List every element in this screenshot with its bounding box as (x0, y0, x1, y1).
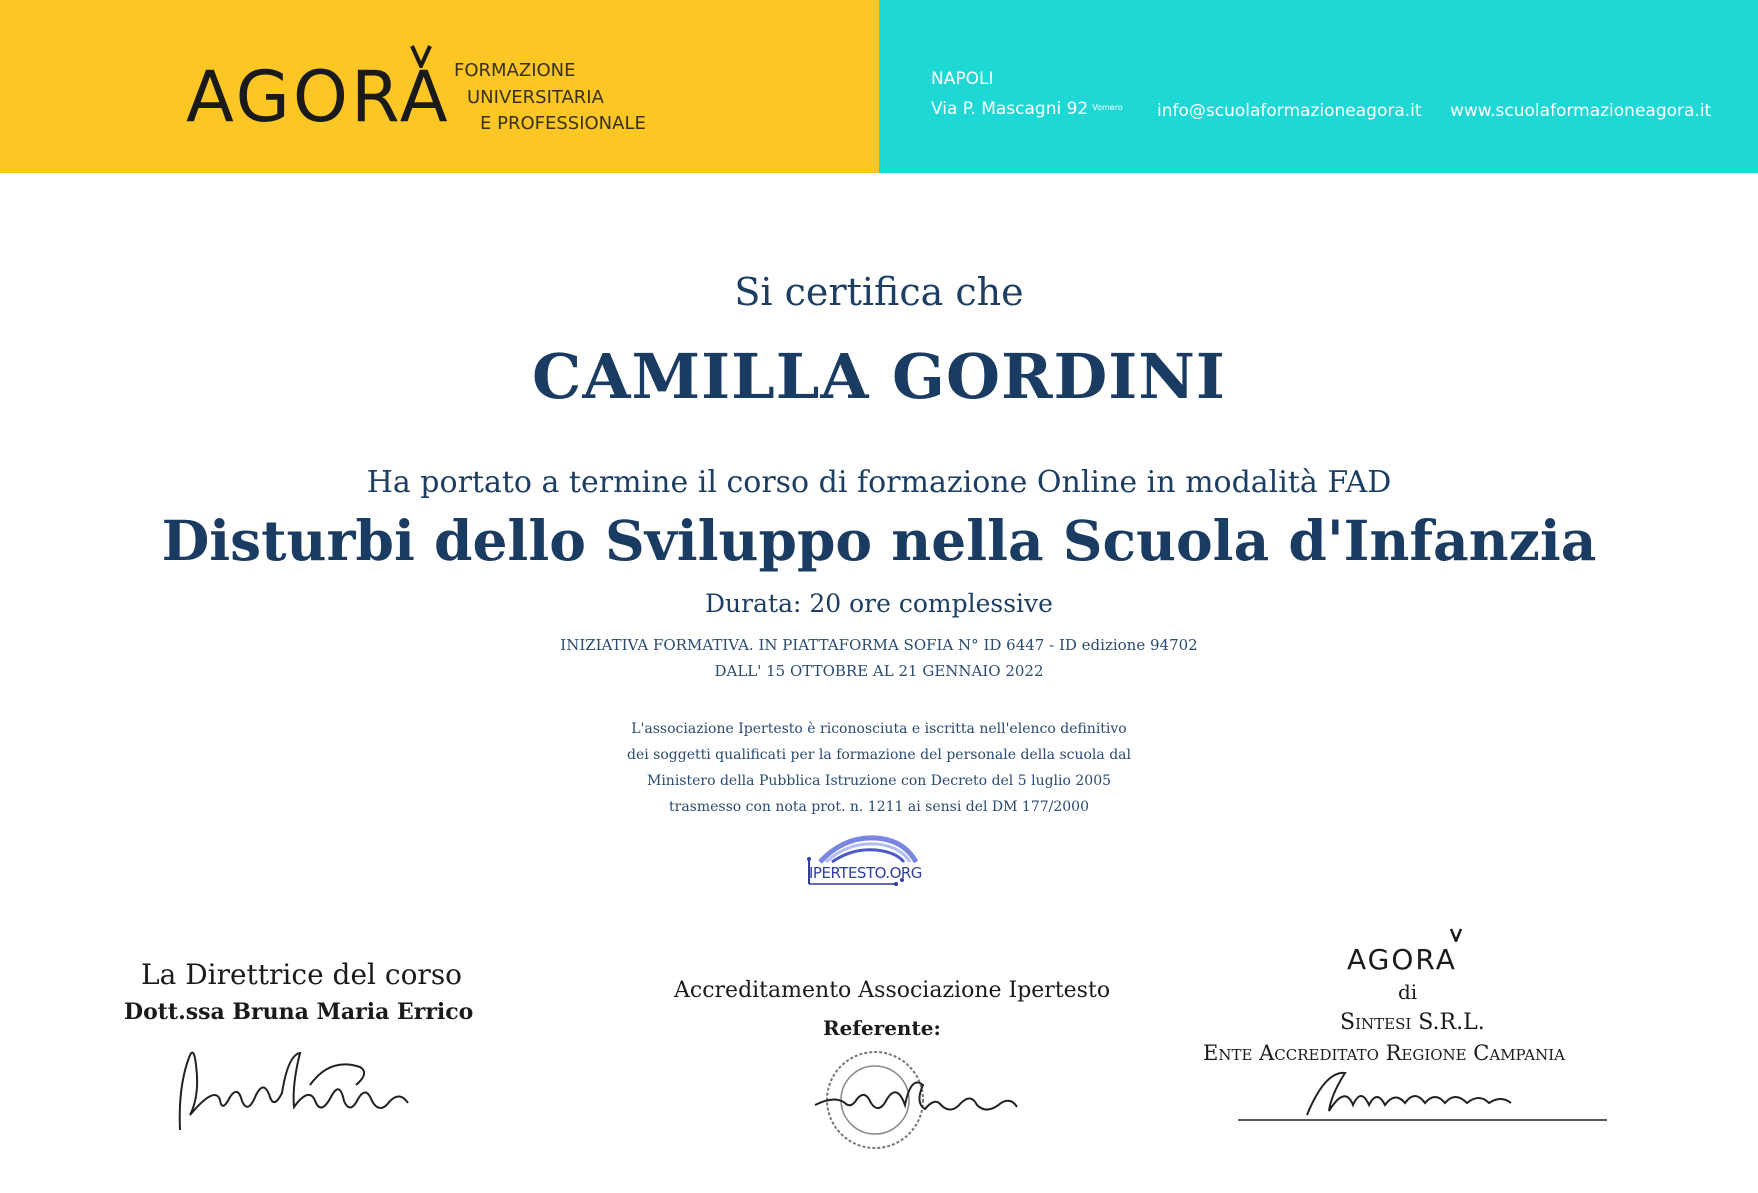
agora-logo-wordmark: AGORA (186, 56, 451, 138)
company-accreditation: Ente Accreditato Regione Campania (1203, 1041, 1565, 1065)
company-name: Sintesi S.R.L. (1340, 1010, 1485, 1035)
logo-subtitle-2: UNIVERSITARIA (467, 87, 604, 108)
accreditation-line: L'associazione Ipertesto è riconosciuta e iscritta nell'elenco definitivo (631, 721, 1127, 737)
header-city: NAPOLI (931, 69, 994, 89)
header-right-panel (879, 0, 1758, 173)
director-signature (160, 1045, 420, 1135)
header-email-link[interactable]: info@scuolaformazioneagora.it (1157, 101, 1422, 121)
accreditation-line: trasmesso con nota prot. n. 1211 ai sensi del DM 177/2000 (669, 799, 1089, 815)
recipient-name: CAMILLA GORDINI (532, 340, 1226, 413)
course-platform-info: INIZIATIVA FORMATIVA. IN PIATTAFORMA SOFIA N° ID 6447 - ID edizione 94702 (560, 636, 1198, 654)
logo-subtitle-1: FORMAZIONE (454, 60, 576, 81)
company-di: di (1398, 980, 1418, 1004)
course-title: Disturbi dello Sviluppo nella Scuola d'Infanzia (161, 508, 1597, 573)
completion-text: Ha portato a termine il corso di formazione Online in modalità FAD (366, 465, 1392, 500)
accreditation-line: Ministero della Pubblica Istruzione con Decreto del 5 luglio 2005 (646, 773, 1112, 789)
course-dates: DALL' 15 OTTOBRE AL 21 GENNAIO 2022 (714, 662, 1044, 680)
logo-accent-icon (410, 44, 432, 68)
accreditation-paragraph (0, 716, 1758, 820)
certificate-intro: Si certifica che (734, 270, 1024, 314)
referent-label: Referente: (823, 1016, 941, 1040)
accreditation-title: Accreditamento Associazione Ipertesto (674, 978, 1111, 1003)
company-signature (1235, 1065, 1610, 1125)
small-logo-accent-icon (1450, 928, 1462, 942)
director-title: La Direttrice del corso (141, 958, 463, 991)
director-name: Dott.ssa Bruna Maria Errico (124, 999, 474, 1025)
agora-small-logo: AGORA (1347, 943, 1457, 976)
logo-subtitle-3: E PROFESSIONALE (480, 113, 646, 134)
header-left-panel (0, 0, 879, 173)
header-banner (0, 0, 1758, 173)
course-duration: Durata: 20 ore complessive (705, 589, 1053, 618)
address-note: Vomero (1092, 103, 1123, 112)
header-website-link[interactable]: www.scuolaformazioneagora.it (1450, 101, 1712, 121)
header-address (931, 101, 1123, 118)
ipertesto-logo-text: IPERTESTO.ORG (809, 864, 922, 882)
accreditation-line: dei soggetti qualificati per la formazione del personale della scuola dal (627, 747, 1131, 763)
address-street: Via P. Mascagni 92 (931, 99, 1089, 119)
referent-signature-stamp (805, 1045, 1035, 1155)
